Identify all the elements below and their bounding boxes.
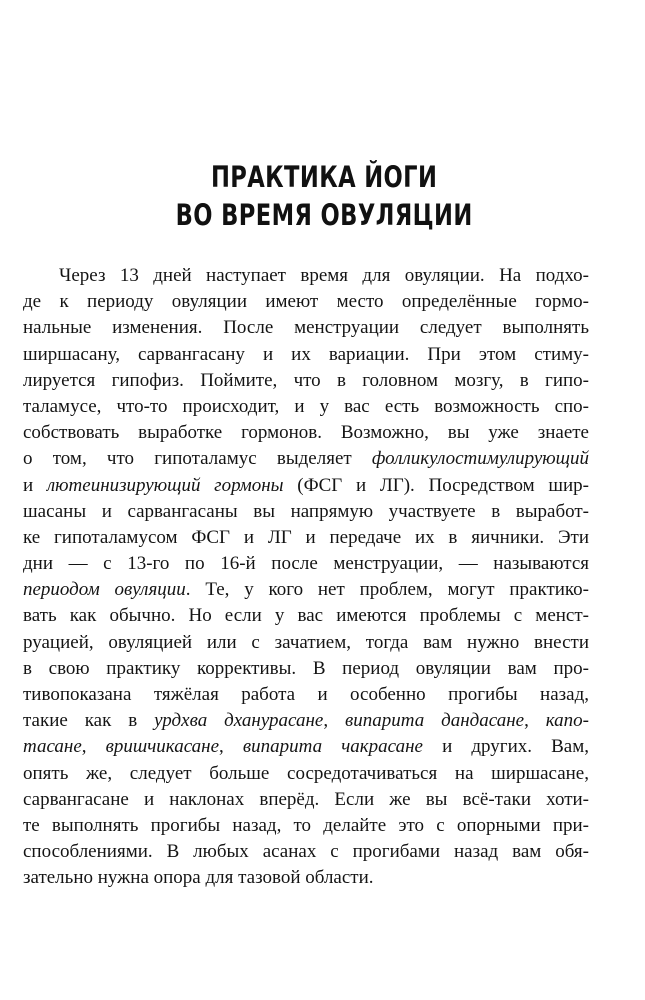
text-run: и других. Вам, [422,736,590,758]
text-run: . Те, у кого нет проблем, могут практико- [185,579,590,601]
italic-term: випарита дандасане [345,710,525,732]
text-run: шасаны и сарвангасаны вы напрямую участвуете в выработ- [23,500,589,522]
text-line [23,420,589,446]
text-run: в свою практику коррективы. В период овуляции вам про- [23,657,589,679]
body-paragraph [23,263,589,892]
text-run: , [219,736,243,758]
text-run: зательно нужна опора для тазовой области. [23,867,374,889]
text-run: , [81,736,106,758]
text-line [23,315,589,341]
text-run: ширшасану, сарвангасану и их вариации. При этом стиму- [23,343,589,365]
text-line [23,603,589,629]
text-line [23,734,589,760]
text-run: тивопоказана тяжёлая работа и особенно прогибы назад, [23,684,589,705]
text-run: лируется гипофиз. Поймите, что в головном мозгу, в гипо- [23,369,589,391]
italic-term: урдхва дханурасане [154,710,324,732]
text-line [23,682,589,708]
chapter-title-line-2: ВО ВРЕМЯ ОВУЛЯЦИИ [175,198,473,232]
text-line [23,839,589,865]
text-run: о том, что гипоталамус выделяет [23,448,372,470]
text-line [23,630,589,656]
text-run: ке гипоталамусом ФСГ и ЛГ и передаче их в яичники. Эти [23,526,589,548]
text-line [23,761,589,787]
text-line [23,525,589,551]
italic-term: лютеинизирующий гормоны [46,474,284,496]
text-line [23,368,589,394]
text-run: нальные изменения. После менструации следует выполнять [23,317,589,339]
italic-term: капо- [545,710,590,732]
text-run: дни — с 13-го по 16-й после менструации, — называются [23,553,589,575]
text-line [23,577,589,603]
text-line [23,813,589,839]
text-line [23,551,589,577]
text-run: таламусе, что-то происходит, и у вас есть возможность спо- [23,395,589,417]
text-run: и [23,474,47,496]
text-run: сарвангасане и наклонах вперёд. Если же вы всё-таки хоти- [23,788,589,810]
text-run: , [323,710,346,732]
text-run: такие как в [23,710,155,732]
text-line [23,394,589,420]
text-run: собствовать выработке гормонов. Возможно, вы уже знаете [23,422,589,444]
italic-term: фолликулостимулирующий [371,448,589,470]
italic-term: випарита чакрасане [242,736,423,758]
text-run: те выполнять прогибы назад, то делайте это с опорными при- [23,814,589,836]
text-line [23,342,589,368]
text-line [23,865,589,891]
text-line [23,263,589,289]
text-run: Через 13 дней наступает время для овуляции. На подхо- [59,265,589,286]
text-run: , [524,710,546,732]
text-run: опять же, следует больше сосредотачиваться на ширшасане, [23,762,589,784]
text-line [23,499,589,525]
text-line [23,473,589,499]
text-line [23,289,589,315]
text-run: вать как обычно. Но если у вас имеются проблемы с менст- [23,605,589,627]
text-line [23,656,589,682]
italic-term: вришчикасане [105,736,220,758]
italic-term: тасане [23,736,82,758]
text-line [23,708,589,734]
chapter-title-line-1: ПРАКТИКА ЙОГИ [210,160,438,194]
text-line [23,787,589,813]
text-line [23,446,589,472]
text-run: де к периоду овуляции имеют место определённые гормо- [23,291,589,313]
italic-term: периодом овуляции [23,579,186,601]
text-run: способлениями. В любых асанах с прогибами назад вам обя- [23,841,589,863]
text-run: руацией, овуляцией или с зачатием, тогда вам нужно внести [23,631,589,653]
text-run: (ФСГ и ЛГ). Посредством шир- [283,474,590,496]
